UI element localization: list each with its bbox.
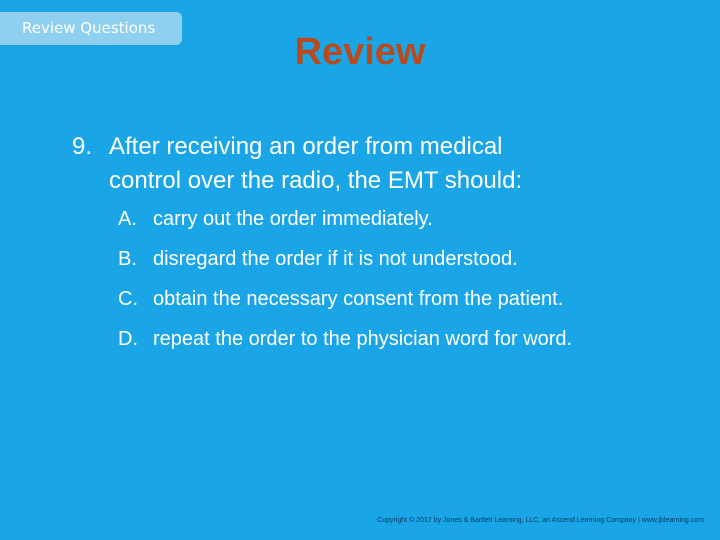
question-number: 9. (72, 133, 93, 160)
question-text-line-2: control over the radio, the EMT should: (109, 167, 523, 194)
option-text: repeat the order to the physician word for word. (153, 328, 573, 350)
option-letter: B. (118, 248, 137, 270)
answer-options (118, 204, 698, 364)
option-letter: C. (118, 288, 138, 310)
answer-option-c (118, 284, 698, 324)
option-text: obtain the necessary consent from the patient. (153, 288, 564, 310)
option-text: carry out the order immediately. (153, 208, 433, 230)
answer-option-a (118, 204, 698, 244)
question (72, 130, 672, 198)
option-letter: D. (118, 328, 138, 350)
question-text-line-1: After receiving an order from medical (109, 133, 503, 160)
answer-option-d (118, 324, 698, 364)
option-letter: A. (118, 208, 137, 230)
copyright-footer: Copyright © 2017 by Jones & Bartlett Learning, LLC, an Ascend Learning Company | www.jblearning.com (377, 517, 704, 524)
section-tab-label: Review Questions (22, 19, 156, 37)
option-text: disregard the order if it is not understood. (153, 248, 518, 270)
answer-option-b (118, 244, 698, 284)
slide-title: Review (294, 31, 426, 73)
